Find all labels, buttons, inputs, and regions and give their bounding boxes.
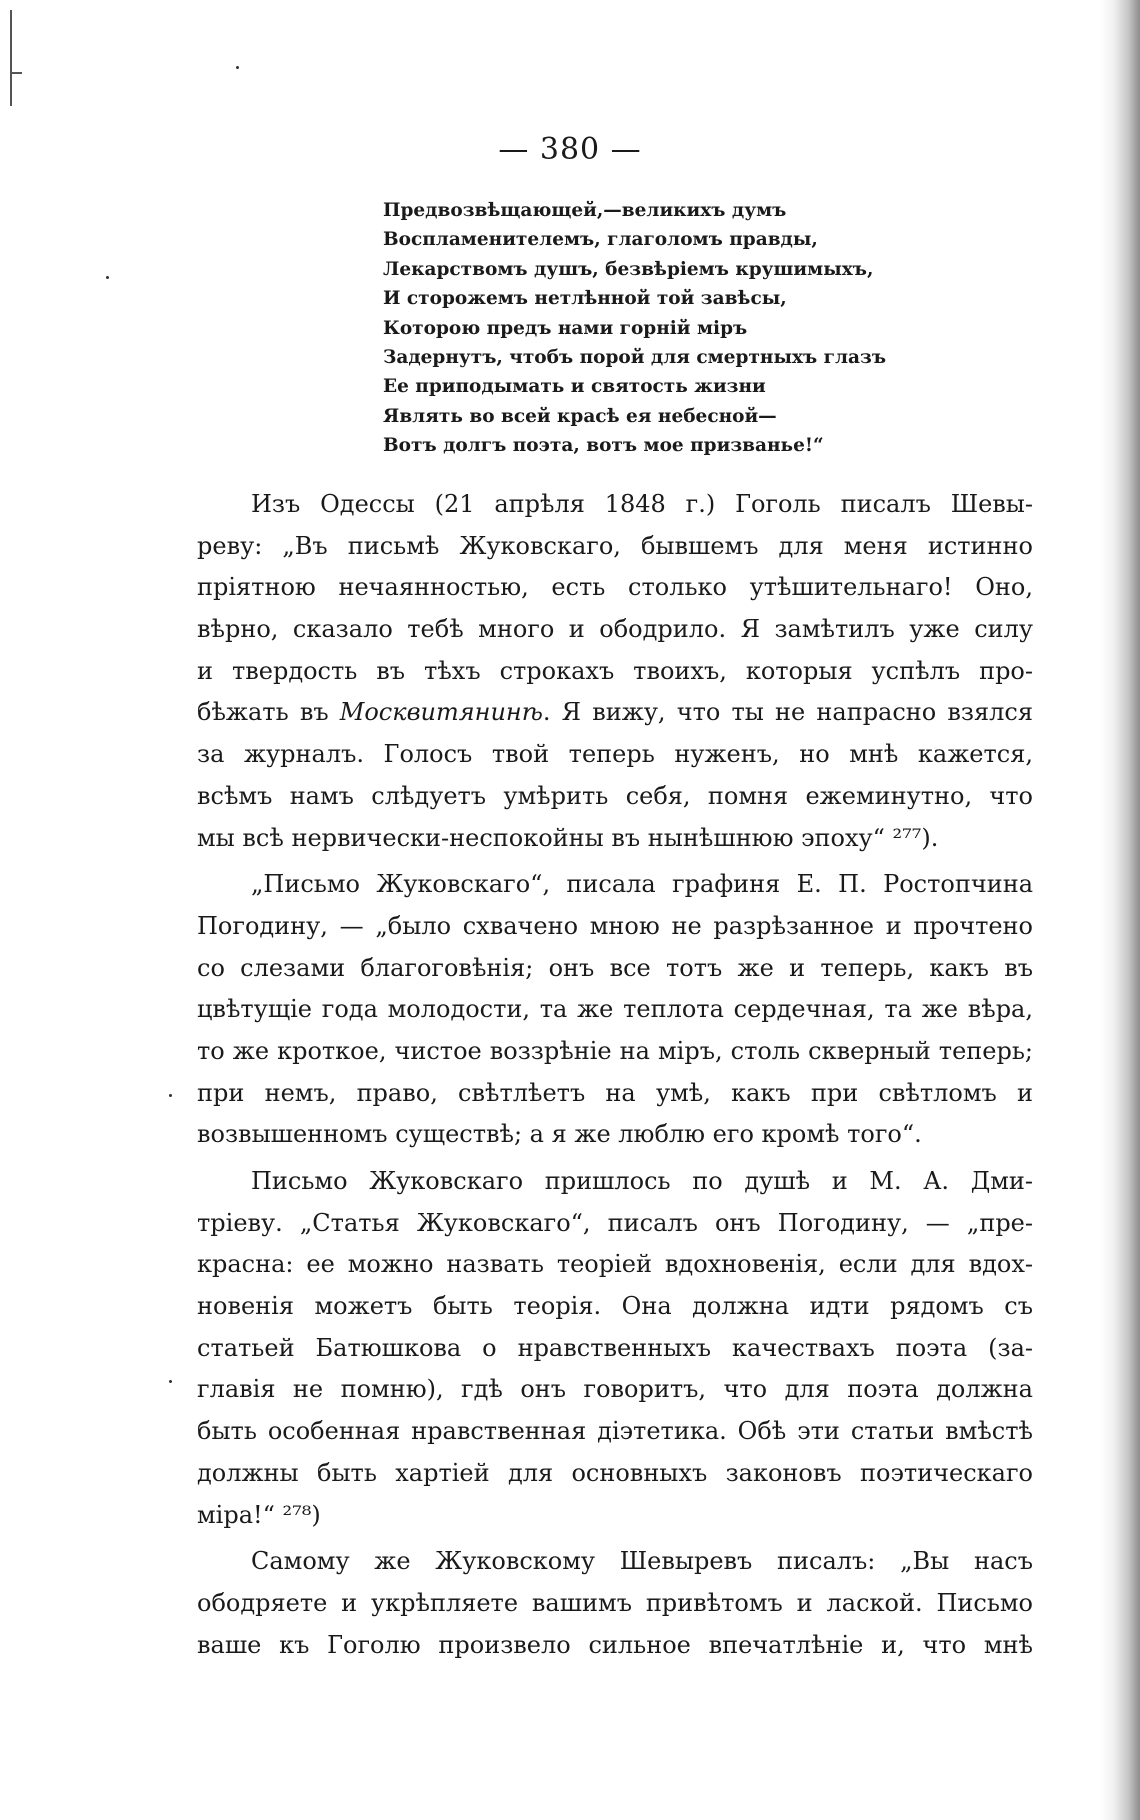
text-line: міра!“ ²⁷⁸) (197, 1500, 321, 1529)
verse-line: Являть во всей красѣ ея небесной— (383, 405, 777, 427)
text-line: всѣмъ намъ слѣдуетъ умѣрить себя, помня ежеминутно, что (197, 781, 1033, 810)
verse-line: Предвозвѣщающей,—великихъ думъ (383, 200, 787, 221)
text-line: то же кроткое, чистое воззрѣніе на міръ, столь скверный теперь; (197, 1036, 1033, 1065)
text-line: статьей Батюшкова о нравственныхъ качествахъ поэта (за- (197, 1333, 1033, 1362)
text-line: цвѣтущіе года молодости, та же теплота сердечная, та же вѣра, (197, 995, 1033, 1024)
text-line: новенія можетъ быть теорія. Она должна идти рядомъ съ (197, 1292, 1033, 1321)
scan-speck (169, 1094, 172, 1097)
text-line: должны быть хартіей для основныхъ законовъ поэтическаго (197, 1458, 1033, 1487)
paragraph-dmitriev (197, 1161, 1033, 1536)
paragraph-shevyrev (197, 1541, 1033, 1666)
verse-line: Ее приподымать и святость жизни (383, 376, 766, 398)
verse-line: Задернутъ, чтобъ порой для смертныхъ глазъ (383, 347, 887, 369)
verse-block (383, 196, 923, 461)
text-line: со слезами благоговѣнія; онъ все тотъ же и теперь, какъ въ (197, 953, 1033, 982)
scan-speck (169, 1380, 172, 1383)
margin-mark (10, 10, 12, 106)
verse-line: И сторожемъ нетлѣнной той завѣсы, (383, 288, 787, 310)
text-line: Самому же Жуковскому Шевыревъ писалъ: „Вы насъ (251, 1547, 1033, 1576)
text-line: „Письмо Жуковскаго“, писала графиня Е. П. Ростопчина (251, 870, 1033, 899)
verse-line: Воспламенителемъ, глаголомъ правды, (383, 229, 818, 251)
verse-line: Лекарствомъ душъ, безвѣріемъ крушимыхъ, (383, 258, 874, 280)
text-line: Погодину, — „было схвачено мною не разрѣзанное и прочтено (197, 911, 1033, 940)
scan-speck (106, 276, 109, 279)
text-line: за журналъ. Голосъ твой теперь нуженъ, но мнѣ кажется, (197, 740, 1033, 769)
text-line: главія не помню), гдѣ онъ говоритъ, что для поэта должна (197, 1375, 1033, 1404)
page-edge-shadow (1100, 0, 1140, 1820)
paragraph-odessa-letter (197, 484, 1033, 859)
text-line: пріятною нечаянностью, есть столько утѣшительнаго! Оно, (197, 573, 1033, 602)
text-line: реву: „Въ письмѣ Жуковскаго, бывшемъ для меня истинно (197, 531, 1033, 560)
text-line: тріеву. „Статья Жуковскаго“, писалъ онъ Погодину, — „пре- (197, 1208, 1033, 1237)
page-number: — 380 — (498, 132, 642, 167)
journal-title: Москвитянинѣ (339, 698, 543, 727)
text-line: вѣрно, сказало тебѣ много и ободрило. Я замѣтилъ уже силу (197, 615, 1033, 644)
text-line: Письмо Жуковскаго пришлось по душѣ и М. А. Дми- (251, 1167, 1033, 1195)
text-line: и твердость въ тѣхъ строкахъ твоихъ, которыя успѣлъ про- (197, 656, 1033, 685)
text-line: возвышенномъ существѣ; а я же люблю его кромѣ того“. (197, 1120, 922, 1149)
body-text (197, 484, 1033, 1666)
text-line: ваше къ Гоголю произвело сильное впечатлѣніе и, что мнѣ (197, 1630, 1033, 1659)
text-line: мы всѣ нервически-неспокойны въ нынѣшнюю эпоху“ ²⁷⁷). (197, 823, 939, 852)
text-line: ободряете и укрѣпляете вашимъ привѣтомъ и лаской. Письмо (197, 1588, 1033, 1617)
text-line: при немъ, право, свѣтлѣетъ на умѣ, какъ при свѣтломъ и (197, 1078, 1033, 1107)
text-fragment: . Я вижу, что ты не напрасно взялся (542, 698, 1033, 727)
scan-speck (236, 66, 239, 69)
text-line: быть особенная нравственная діэтетика. Обѣ эти статьи вмѣстѣ (197, 1417, 1033, 1446)
text-fragment: бѣжать въ (197, 698, 340, 727)
verse-line: Вотъ долгъ поэта, вотъ мое призванье!“ (383, 435, 824, 457)
text-line (197, 692, 1033, 734)
paragraph-rostopchina (197, 864, 1033, 1156)
margin-mark-tick (10, 72, 22, 74)
text-line: красна: ее можно назвать теоріей вдохновенія, если для вдох- (197, 1250, 1033, 1279)
text-line: Изъ Одессы (21 апрѣля 1848 г.) Гоголь писалъ Шевы- (251, 490, 1033, 518)
verse-line: Которою предъ нами горній міръ (383, 317, 748, 339)
